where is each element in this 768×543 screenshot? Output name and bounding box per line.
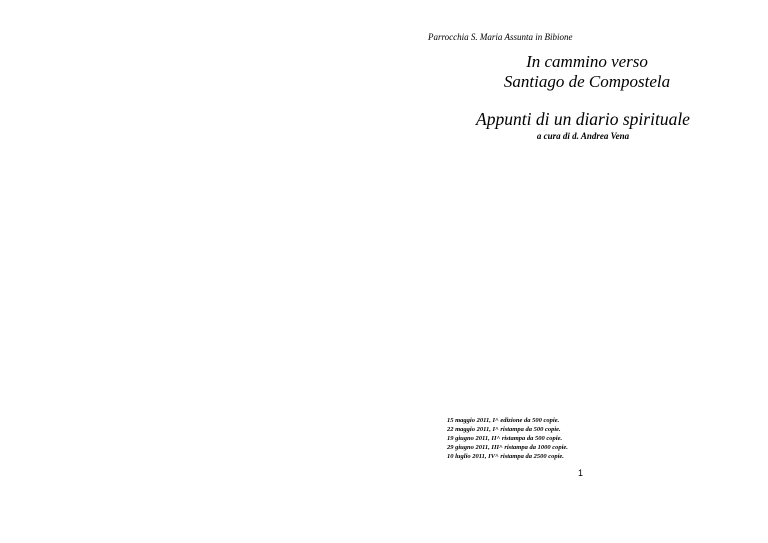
- book-subtitle: Appunti di un diario spirituale: [476, 109, 690, 129]
- parish-name: Parrocchia S. Maria Assunta in Bibione: [428, 32, 573, 42]
- editor-credit: a cura di d. Andrea Vena: [536, 131, 630, 141]
- edition-entry: 22 maggio 2011, I^ ristampa da 500 copie.: [447, 426, 561, 433]
- edition-entry: 10 luglio 2011, IV^ ristampa da 2500 copie.: [447, 453, 564, 460]
- page-number: 1: [578, 468, 584, 478]
- edition-entry: 15 maggio 2011, I^ edizione da 500 copie.: [447, 417, 560, 424]
- book-title-line-2: Santiago de Compostela: [503, 72, 671, 91]
- edition-entry: 29 giugno 2011, III^ ristampa da 1000 copie.: [447, 444, 568, 451]
- edition-entry: 19 giugno 2011, II^ ristampa da 500 copie.: [447, 435, 563, 442]
- book-title-line-1: In cammino verso: [526, 52, 648, 71]
- edition-history: [447, 416, 568, 461]
